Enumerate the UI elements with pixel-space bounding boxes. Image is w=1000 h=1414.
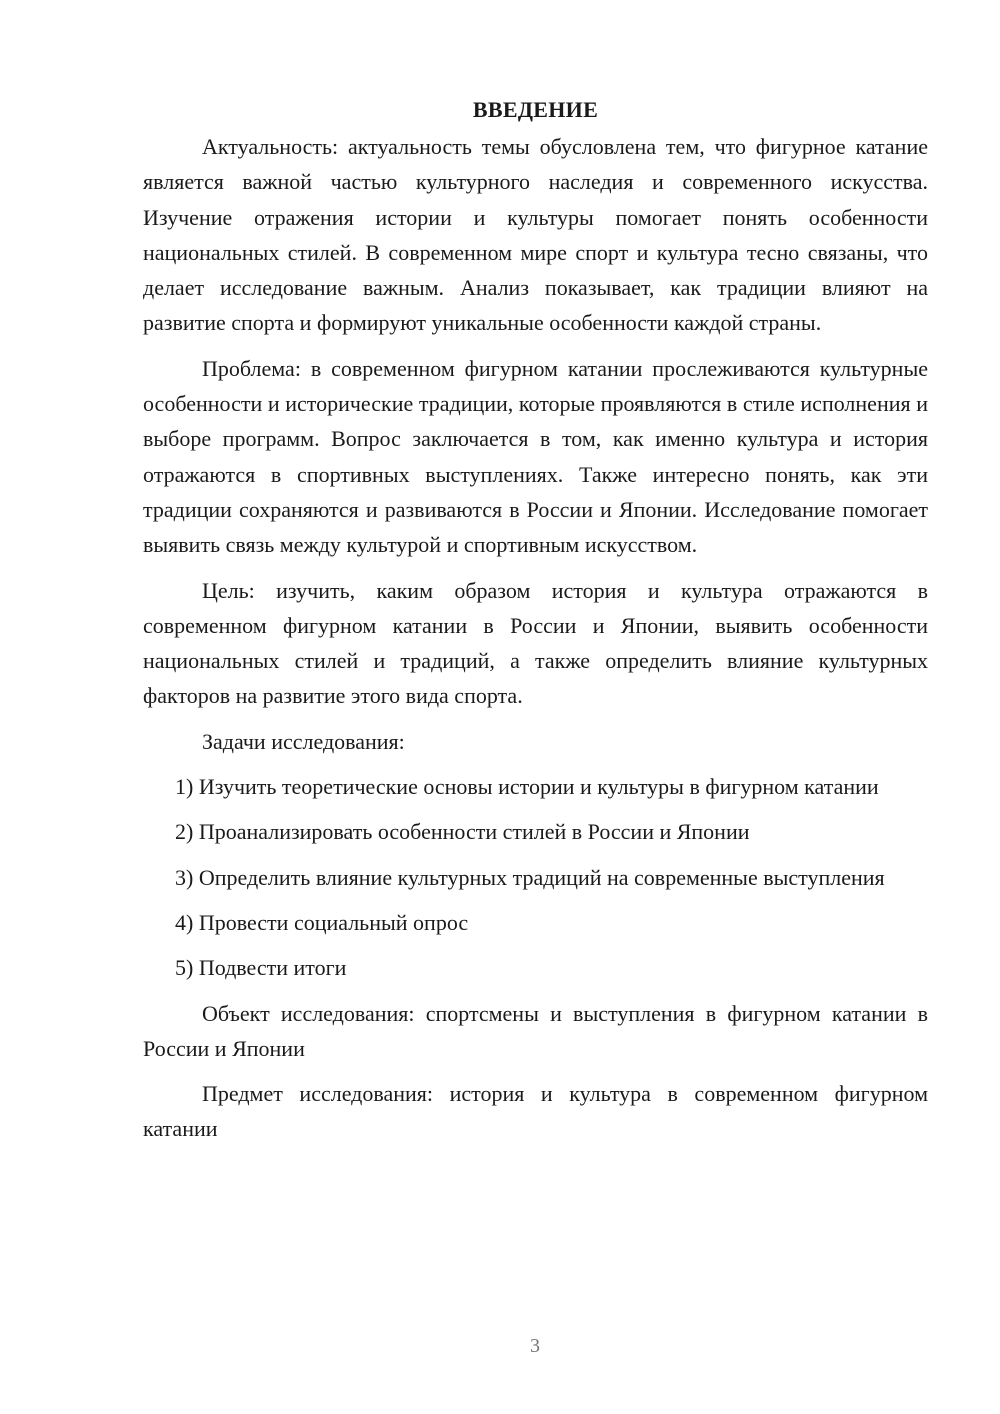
document-page: [143, 92, 928, 1157]
task-item-1: 1) Изучить теоретические основы истории и культуры в фигурном катании: [175, 774, 879, 800]
page-number: 3: [530, 1335, 540, 1357]
task-item-5: 5) Подвести итоги: [175, 955, 347, 981]
subject-paragraph: Предмет исследования: история и культура в современном фигурном катании: [143, 1081, 928, 1142]
object-paragraph: Объект исследования: спортсмены и выступления в фигурном катании в России и Японии: [143, 1000, 928, 1061]
page-title: ВВЕДЕНИЕ: [472, 97, 599, 122]
relevance-paragraph: Актуальность: актуальность темы обусловлена тем, что фигурное катание является важной частью культурного наследия и современного искусства. Изучение отражения истории и культуры помогает понять особенности национальных стилей. В современном мире спорт и культура тесно связаны, что делает исследование важным. Анализ показывает, как традиции влияют на развитие спорта и формируют уникальные особенности каждой страны.: [143, 134, 928, 336]
problem-paragraph: Проблема: в современном фигурном катании прослеживаются культурные особенности и исторические традиции, которые проявляются в стиле исполнения и выборе программ. Вопрос заключается в том, как именно культура и история отражаются в спортивных выступлениях. Также интересно понять, как эти традиции сохраняются и развиваются в России и Японии. Исследование помогает выявить связь между культурой и спортивным искусством.: [143, 355, 928, 558]
task-item-3: 3) Определить влияние культурных традиций на современные выступления: [175, 864, 885, 890]
goal-paragraph: Цель: изучить, каким образом история и культура отражаются в современном фигурном катании в России и Японии, выявить особенности национальных стилей и традиций, а также определить влияние культурных факторов на развитие этого вида спорта.: [143, 577, 928, 709]
tasks-heading: Задачи исследования:: [202, 728, 405, 754]
task-item-2: 2) Проанализировать особенности стилей в России и Японии: [175, 819, 750, 845]
task-item-4: 4) Провести социальный опрос: [175, 909, 469, 935]
tasks-list: [143, 769, 928, 985]
